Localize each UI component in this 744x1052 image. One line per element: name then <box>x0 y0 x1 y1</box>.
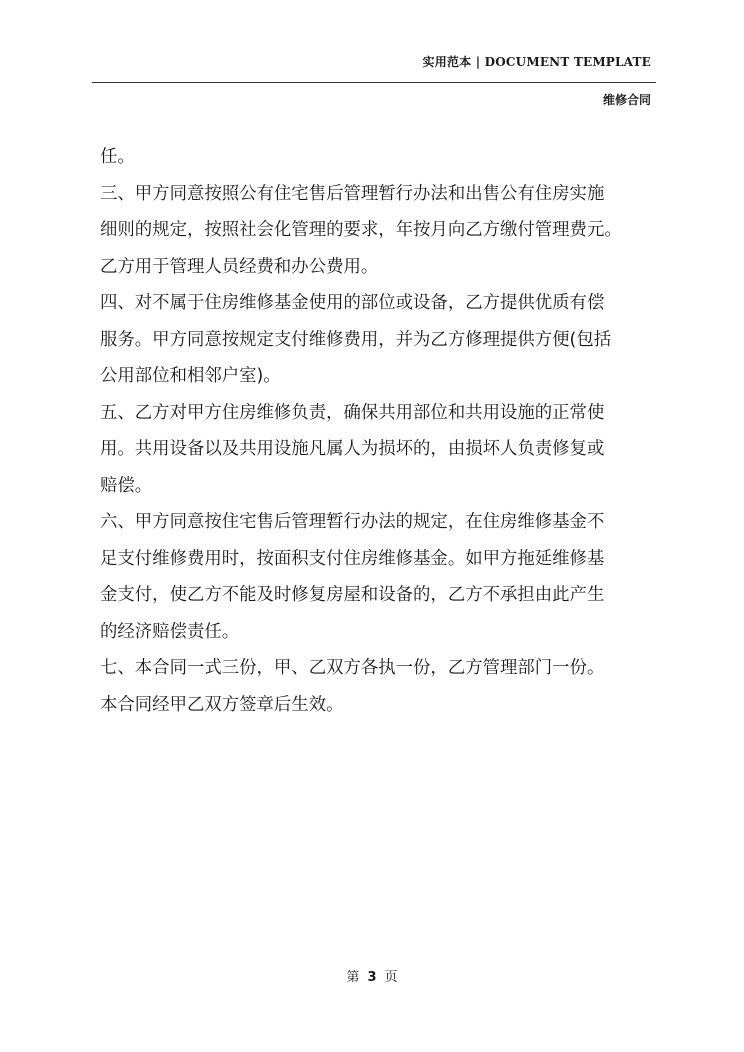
body-line: 金支付，使乙方不能及时修复房屋和设备的，乙方不承担由此产生 <box>100 585 605 605</box>
body-line: 赔偿。 <box>100 475 153 496</box>
page-footer <box>0 966 744 985</box>
body-line: 服务。甲方同意按规定支付维修费用，并为乙方修理提供方便(包括 <box>100 329 612 350</box>
body-line: 足支付维修费用时，按面积支付住房维修基金。如甲方拖延维修基 <box>100 548 605 569</box>
body-line: 公用部位和相邻户室)。 <box>100 366 281 386</box>
header-divider <box>92 82 656 83</box>
document-body <box>100 139 660 723</box>
header-subtitle: 维修合同 <box>602 93 651 107</box>
body-line: 用。共用设备以及共用设施凡属人为损坏的，由损坏人负责修复或 <box>100 439 605 459</box>
page-prefix: 第 <box>346 970 360 985</box>
body-line: 任。 <box>100 147 135 167</box>
body-line: 七、本合同一式三份，甲、乙双方各执一份，乙方管理部门一份。 <box>100 658 605 678</box>
body-line: 乙方用于管理人员经费和办公费用。 <box>100 256 379 277</box>
header-title: 实用范本 | DOCUMENT TEMPLATE <box>422 55 651 69</box>
body-line: 五、乙方对甲方住房维修负责，确保共用部位和共用设施的正常使 <box>100 402 605 423</box>
body-line: 细则的规定，按照社会化管理的要求，年按月向乙方缴付管理费元。 <box>100 220 622 240</box>
body-line: 的经济赔偿责任。 <box>100 621 240 642</box>
page-suffix: 页 <box>384 970 398 985</box>
body-line: 本合同经甲乙双方签章后生效。 <box>100 694 344 715</box>
page-number: 3 <box>367 970 377 985</box>
body-line: 六、甲方同意按住宅售后管理暂行办法的规定，在住房维修基金不 <box>100 512 605 532</box>
body-line: 三、甲方同意按照公有住宅售后管理暂行办法和出售公有住房实施 <box>100 183 605 204</box>
body-line: 四、对不属于住房维修基金使用的部位或设备，乙方提供优质有偿 <box>100 293 605 313</box>
